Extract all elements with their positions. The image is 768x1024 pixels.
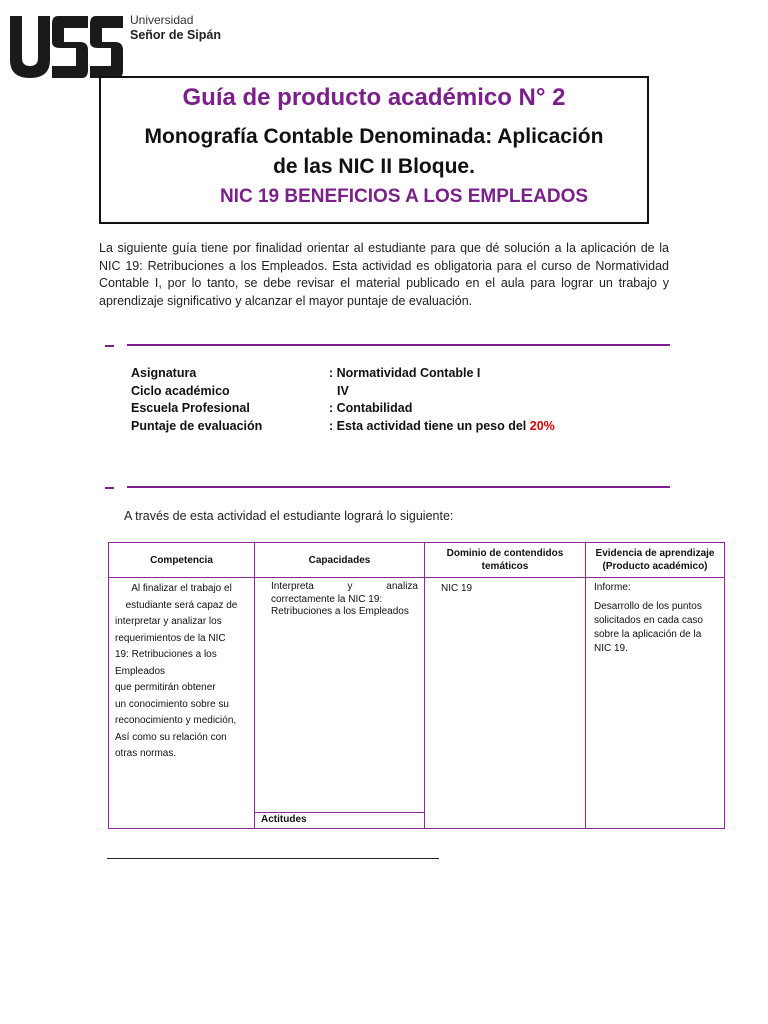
competencia-line: un conocimiento sobre su xyxy=(115,698,229,710)
competencies-table xyxy=(108,542,725,829)
capacidades-line: Interpreta y analiza xyxy=(271,581,418,592)
competencia-line: que permitirán obtener xyxy=(115,682,216,693)
capacidades-line: Retribuciones a los Empleados xyxy=(271,606,409,617)
title-box xyxy=(99,76,649,224)
university-line-1: Universidad xyxy=(130,13,194,27)
university-name xyxy=(130,14,221,42)
guide-subtitle xyxy=(101,122,647,182)
competencia-cell xyxy=(109,578,255,829)
competencia-line: Así como su relación con xyxy=(115,731,227,743)
weight-text: : Esta actividad tiene un peso del xyxy=(329,418,530,433)
evidencia-cell xyxy=(586,578,725,829)
table-header-row xyxy=(109,543,725,578)
info-value: IV xyxy=(337,383,349,398)
evidencia-text: Desarrollo de los puntos solicitados en cada caso sobre la aplicación de la NIC 19. xyxy=(594,601,703,654)
university-line-2: Señor de Sipán xyxy=(130,27,221,42)
footer-rule xyxy=(107,858,439,859)
dominio-text: NIC 19 xyxy=(441,583,473,594)
capacidades-text xyxy=(255,578,424,619)
info-label: Ciclo académico xyxy=(131,383,230,398)
info-value: : Contabilidad xyxy=(329,401,413,415)
evidencia-label: Informe: xyxy=(594,582,631,593)
header-evidencia-line2: (Producto académico) xyxy=(602,561,708,572)
actitudes-label: Actitudes xyxy=(255,812,424,828)
capacidades-line: correctamente la NIC 19: xyxy=(271,593,383,605)
uss-logo-icon xyxy=(8,12,123,78)
competencia-line: requerimientos de la NIC xyxy=(115,632,226,644)
subtitle-line-1: Monografía Contable Denominada: Aplicación xyxy=(144,125,604,148)
section-dash xyxy=(105,487,114,489)
header-dominio: Dominio de contendidos temáticos xyxy=(425,543,586,578)
competencia-line: Al finalizar el trabajo el xyxy=(131,583,232,594)
section-rule xyxy=(127,344,670,346)
intro-paragraph: La siguiente guía tiene por finalidad orientar al estudiante para que dé solución a la aplicación de la NIC 19: Retribuciones a los Empleados. Esta actividad es obligatoria para el curso de Normatividad Contable I, por lo tanto, se debe revisar el material publicado en el aula para lograr un trabajo y aprendizaje significativo y alcanzar el mayor puntaje de evaluación. xyxy=(99,241,669,308)
info-label: Puntaje de evaluación xyxy=(131,418,263,433)
section-dash xyxy=(105,345,114,347)
capacidades-cell xyxy=(255,578,425,829)
header-evidencia xyxy=(586,543,725,578)
lead-sentence: A través de esta actividad el estudiante logrará lo siguiente: xyxy=(124,509,454,523)
header-capacidades: Capacidades xyxy=(255,543,425,578)
info-value: : Normatividad Contable I xyxy=(329,366,481,380)
competencia-line: interpretar y analizar los xyxy=(115,616,222,627)
info-label: Escuela Profesional xyxy=(131,401,250,415)
subtitle-line-2: de las NIC II Bloque. xyxy=(273,155,475,178)
competencia-line: 19: Retribuciones a los xyxy=(115,649,217,660)
competencia-line: reconocimiento y medición, xyxy=(115,715,237,726)
info-label: Asignatura xyxy=(131,366,197,380)
guide-topic: NIC 19 BENEFICIOS A LOS EMPLEADOS xyxy=(219,186,589,207)
info-value xyxy=(329,419,555,433)
table-row xyxy=(109,578,725,829)
competencia-line: otras normas. xyxy=(115,748,177,759)
guide-title: Guía de producto académico N° 2 xyxy=(182,84,566,111)
section-rule xyxy=(127,486,670,488)
weight-percent: 20% xyxy=(529,418,555,433)
competencia-line: Empleados xyxy=(115,665,166,677)
header-evidencia-line1: Evidencia de aprendizaje xyxy=(595,548,715,559)
competencia-line: estudiante será capaz de xyxy=(125,599,238,611)
header-competencia: Competencia xyxy=(109,543,255,578)
dominio-cell xyxy=(425,578,586,829)
